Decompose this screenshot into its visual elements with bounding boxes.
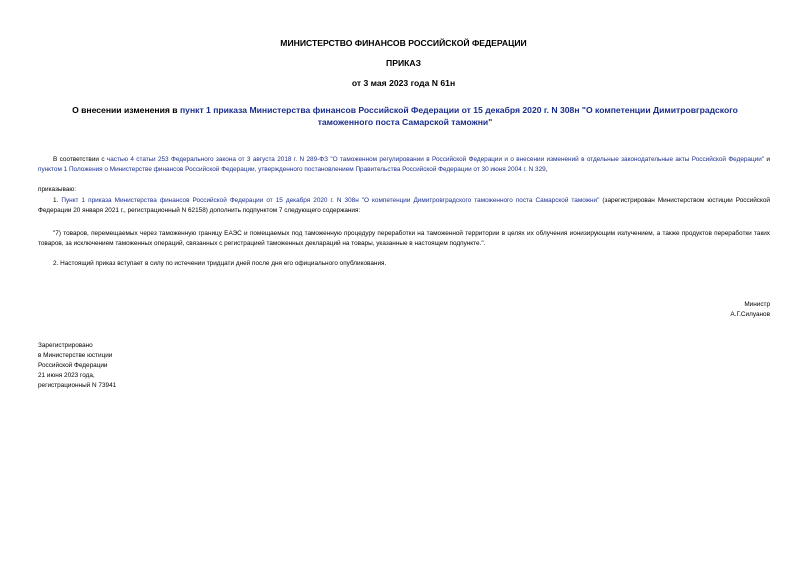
- p3-text-2: (зарегистрирован Министерством юстиции Российской Федерации 20 января 2021 г., регистрационный N 62158) дополнить подпунктом 7 следующего содержания:: [38, 197, 770, 214]
- paragraph-item-1: [38, 196, 770, 216]
- paragraph-basis: [38, 155, 770, 175]
- p3-order-link[interactable]: Пункт 1 приказа Министерства финансов Российской Федерации от 15 декабря 2020 г. N 308н "О компетенции Димитровградского таможенного поста Самарской таможни": [61, 197, 600, 204]
- date-number-heading: от 3 мая 2023 года N 61н: [351, 78, 456, 88]
- title-prefix: О внесении изменения в: [72, 105, 180, 115]
- p1-law-link[interactable]: частью 4 статьи 253 Федерального закона от 3 августа 2018 г. N 289-ФЗ "О таможенном регулировании в Российской Федерации и о внесении изменений в отдельные законодательные акты Российской Федерации": [106, 156, 765, 163]
- paragraph-subitem-7: "7) товаров, перемещаемых через таможенную границу ЕАЭС и помещаемых под таможенную процедуру переработки на таможенной территории в целях их облучения ионизирующим излучением, а также продуктов переработки таких товаров, за исключением таможенных операций, связанных с регистрацией таможенных деклараций на товары, указанные в настоящем подпункте.".: [38, 230, 770, 247]
- paragraph-item-2: 2. Настоящий приказ вступает в силу по истечении тридцати дней после дня его официального опубликования.: [53, 260, 387, 267]
- registration-block: [38, 341, 116, 391]
- registration-line: Зарегистрировано: [38, 342, 93, 349]
- title-link[interactable]: пункт 1 приказа Министерства финансов Российской Федерации от 15 декабря 2020 г. N 308н "О компетенции Димитровградского таможенного поста Самарской таможни": [179, 105, 738, 127]
- registration-line: регистрационный N 73941: [38, 381, 117, 389]
- signature-position: Министр: [744, 301, 770, 308]
- registration-line: в Министерстве юстиции: [38, 351, 113, 359]
- signature-block: [730, 300, 770, 320]
- doc-type-heading: ПРИКАЗ: [386, 58, 421, 68]
- p1-text-1: В соответствии с: [53, 156, 107, 163]
- p1-text-2: и: [764, 156, 770, 163]
- ministry-heading: МИНИСТЕРСТВО ФИНАНСОВ РОССИЙСКОЙ ФЕДЕРАЦИИ: [280, 38, 527, 48]
- signature-name: А.Г.Силуанов: [730, 311, 770, 318]
- p1-regulation-link[interactable]: пунктом 1 Положения о Министерстве финансов Российской Федерации, утвержденного постановлением Правительства Российской Федерации от 30 июня 2004 г. N 329: [38, 165, 546, 173]
- registration-line: Российской Федерации: [38, 361, 108, 369]
- paragraph-order: приказываю:: [38, 186, 76, 193]
- p3-text-1: 1.: [53, 197, 62, 204]
- document-title: [55, 105, 755, 128]
- p1-text-3: ,: [545, 165, 548, 173]
- registration-line: 21 июня 2023 года,: [38, 371, 95, 379]
